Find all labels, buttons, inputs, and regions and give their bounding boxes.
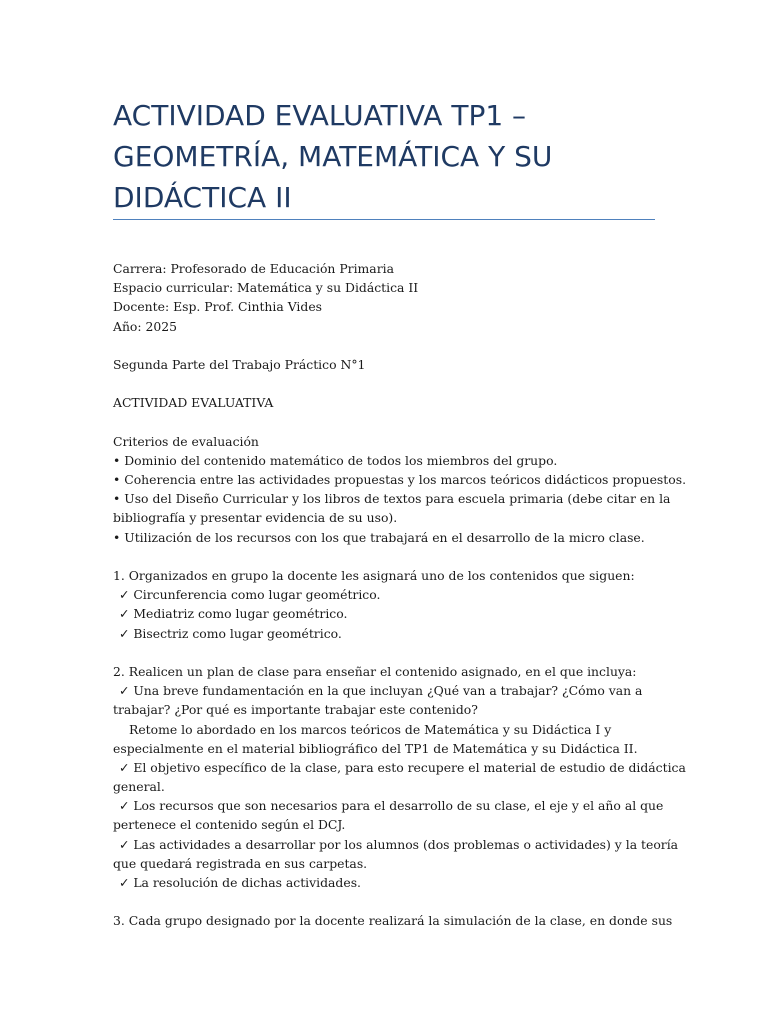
document-title [113,95,658,218]
item2-continuation: trabajar? ¿Por qué es importante trabajar este contenido? [113,702,478,718]
item2-point: ✓ Las actividades a desarrollar por los alumnos (dos problemas o actividades) y la teoría [119,836,679,852]
info-year: Año: 2025 [113,318,178,334]
criteria-item-continuation: bibliografía y presentar evidencia de su uso). [113,510,398,526]
item2-point: ✓ El objetivo específico de la clase, para esto recupere el material de estudio de didáctica [119,759,686,775]
title-divider [113,219,655,220]
criteria-item: • Uso del Diseño Curricular y los libros de textos para escuela primaria (debe citar en la [113,491,671,507]
item2-point: ✓ La resolución de dichas actividades. [119,875,361,890]
document-body [113,259,687,931]
item2-intro: 2. Realicen un plan de clase para enseñar el contenido asignado, en el que incluya: [113,663,637,679]
item2-point: ✓ Una breve fundamentación en la que incluyan ¿Qué van a trabajar? ¿Cómo van a [119,683,643,699]
item2-continuation: general. [113,779,165,795]
part-heading: Segunda Parte del Trabajo Práctico N°1 [113,356,366,372]
criteria-item: • Coherencia entre las actividades propuestas y los marcos teóricos didácticos propuestos. [113,472,687,488]
info-subject: Espacio curricular: Matemática y su Didáctica II [113,280,419,296]
criteria-item: • Dominio del contenido matemático de todos los miembros del grupo. [113,452,558,468]
item3-intro: 3. Cada grupo designado por la docente realizará la simulación de la clase, en donde sus [113,913,673,929]
item1-option: ✓ Circunferencia como lugar geométrico. [119,587,381,603]
info-teacher: Docente: Esp. Prof. Cinthia Vides [113,299,323,315]
info-career: Carrera: Profesorado de Educación Primaria [113,261,394,276]
title-line: GEOMETRÍA, MATEMÁTICA Y SU [113,140,553,173]
item1-option: ✓ Bisectriz como lugar geométrico. [119,625,342,641]
criteria-heading: Criterios de evaluación [113,433,259,449]
item2-point: ✓ Los recursos que son necesarios para el desarrollo de su clase, el eje y el año al que [119,798,664,814]
title-line: DIDÁCTICA II [113,181,292,214]
item2-note: Retome lo abordado en los marcos teóricos de Matemática y su Didáctica I y [129,721,612,737]
item2-continuation: pertenece el contenido según el DCJ. [113,817,346,833]
item2-continuation: que quedará registrada en sus carpetas. [113,855,368,871]
item1-intro: 1. Organizados en grupo la docente les asignará uno de los contenidos que siguen: [113,568,635,583]
item2-continuation: especialmente en el material bibliográfico del TP1 de Matemática y su Didáctica II. [113,740,638,756]
activity-heading: ACTIVIDAD EVALUATIVA [113,395,274,411]
criteria-item: • Utilización de los recursos con los que trabajará en el desarrollo de la micro clase. [113,529,645,545]
title-line: ACTIVIDAD EVALUATIVA TP1 – [113,99,527,132]
item1-option: ✓ Mediatriz como lugar geométrico. [119,606,348,622]
